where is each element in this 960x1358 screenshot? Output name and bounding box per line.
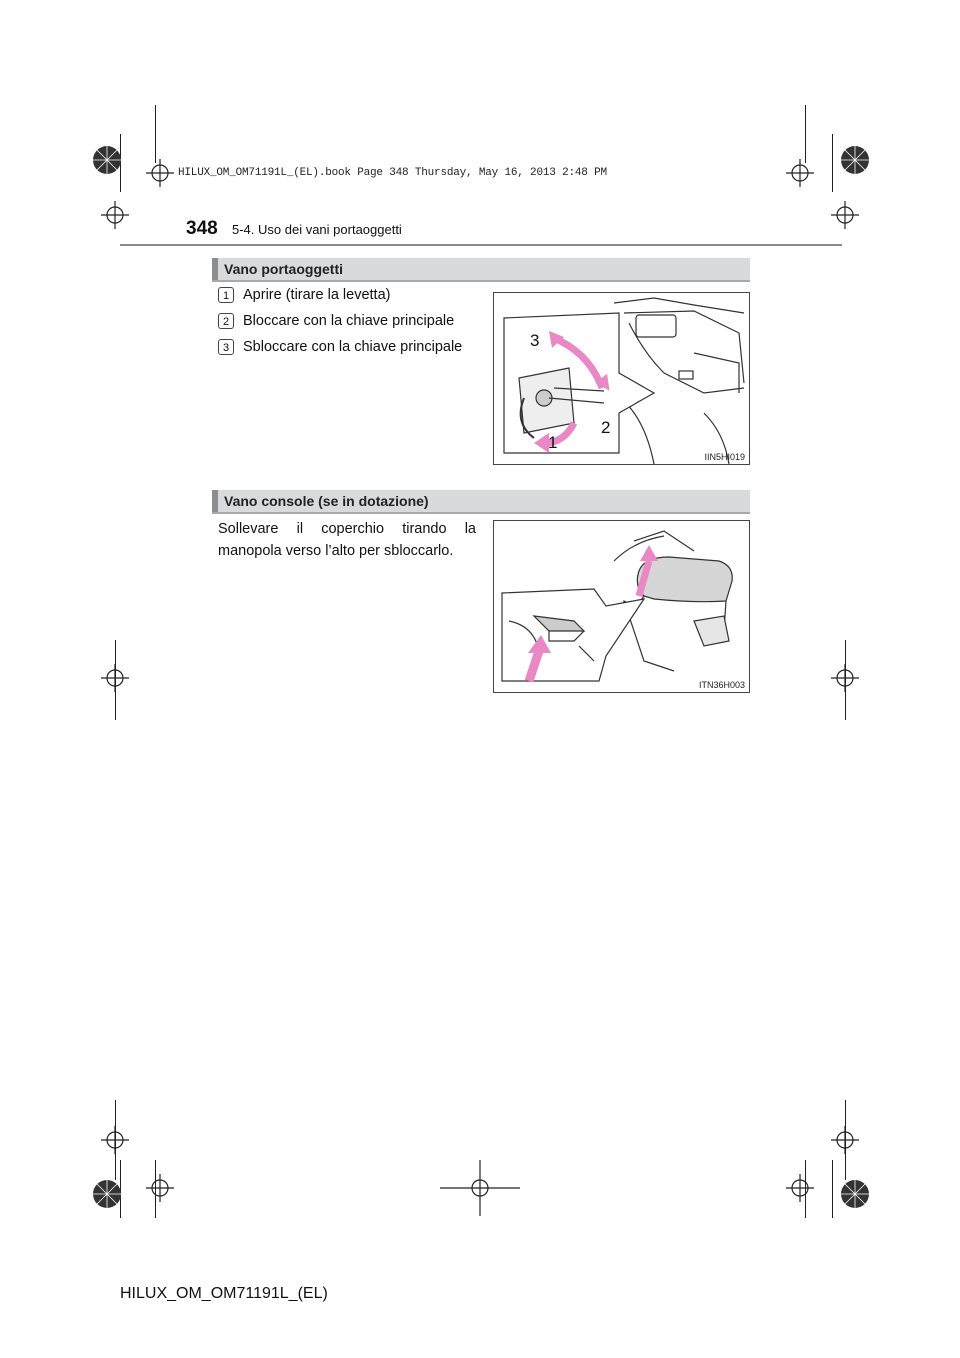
glove-box-figure (493, 292, 750, 465)
console-box-heading (212, 490, 750, 514)
registration-target-icon (786, 159, 814, 187)
callout-3: 3 (530, 331, 540, 350)
glove-box-illustration (494, 293, 749, 464)
callout-1: 1 (548, 433, 558, 452)
figure-code: IIN5HI019 (704, 452, 745, 462)
registration-target-icon (831, 664, 859, 692)
callout-2: 2 (601, 418, 611, 437)
step-text: Aprire (tirare la levetta) (243, 287, 391, 303)
registration-target-icon (831, 201, 859, 229)
console-box-figure (493, 520, 750, 693)
glove-box-heading (212, 258, 750, 282)
registration-target-icon (101, 201, 129, 229)
step-text: Bloccare con la chiave principale (243, 313, 455, 329)
console-box-heading-text: Vano console (se in dotazione) (224, 493, 429, 509)
step-3 (218, 339, 462, 355)
section-title: 5-4. Uso dei vani portaoggetti (232, 222, 402, 237)
step-2 (218, 313, 454, 329)
registration-target-icon (831, 1126, 859, 1154)
footer-model-code: HILUX_OM_OM71191L_(EL) (120, 1285, 328, 1302)
registration-target-icon (101, 1126, 129, 1154)
registration-target-icon (440, 1160, 520, 1216)
step-number: 1 (218, 287, 234, 303)
registration-target-icon (146, 159, 174, 187)
figure-code: ITN36H003 (698, 680, 745, 690)
book-info-line: HILUX_OM_OM71191L_(EL).book Page 348 Thursday, May 16, 2013 2:48 PM (178, 167, 607, 179)
page-number: 348 (186, 218, 218, 239)
registration-target-icon (146, 1174, 174, 1202)
header-rule (120, 244, 842, 246)
console-box-instructions: Sollevare il coperchio tirando la manopola verso l’alto per sbloccarlo. (218, 521, 476, 559)
step-text: Sbloccare con la chiave principale (243, 339, 463, 355)
step-number: 2 (218, 313, 234, 329)
registration-target-icon (101, 664, 129, 692)
console-box-illustration (494, 521, 749, 692)
registration-target-icon (786, 1174, 814, 1202)
glove-box-heading-text: Vano portaoggetti (224, 261, 343, 277)
step-number: 3 (218, 339, 234, 355)
step-1 (218, 287, 390, 303)
